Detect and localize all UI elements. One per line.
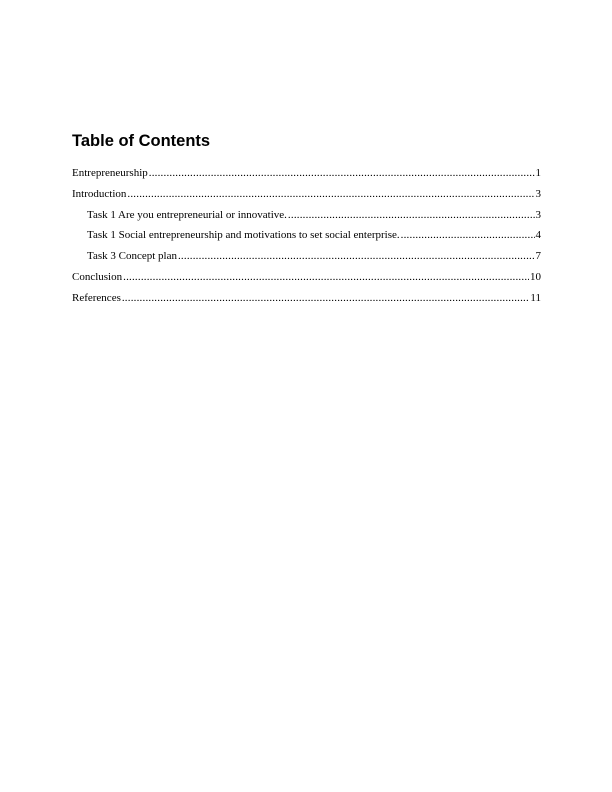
toc-entry-text: Task 1 Social entrepreneurship and motivations to set social enterprise. — [87, 229, 400, 242]
toc-title: Table of Contents — [72, 132, 211, 150]
toc-leader-dots — [288, 208, 535, 222]
toc-leader-dots — [149, 166, 535, 180]
toc-entry-text: Introduction — [72, 187, 127, 200]
toc-leader-dots — [123, 270, 529, 284]
toc-entry-text: References — [72, 291, 121, 304]
toc-entry-page: 7 — [535, 250, 541, 263]
toc-leader-dots — [401, 228, 535, 242]
toc-entry-page: 10 — [530, 270, 541, 283]
toc-entry-text: Task 3 Concept plan — [87, 250, 177, 263]
toc-leader-dots — [122, 291, 530, 305]
toc-entry-page: 3 — [535, 187, 541, 200]
toc-entry-page: 11 — [530, 291, 541, 304]
toc-entry-task1-entrepreneurial[interactable] — [72, 208, 541, 229]
toc-leader-dots — [178, 249, 535, 263]
toc-entry-task1-social[interactable] — [72, 228, 541, 249]
toc-entry-page: 1 — [535, 167, 541, 179]
toc-entry-conclusion[interactable] — [72, 270, 541, 291]
toc-entry-page: 4 — [535, 229, 541, 242]
toc-entry-text: Task 1 Are you entrepreneurial or innovative. — [87, 208, 287, 221]
toc-entry-text: Entrepreneurship — [72, 167, 148, 179]
toc-leader-dots — [127, 187, 534, 201]
toc-entry-references[interactable] — [72, 291, 541, 312]
toc-entry-task3-concept[interactable] — [72, 249, 541, 270]
toc-entry-page: 3 — [535, 208, 541, 221]
toc-entry-text: Conclusion — [72, 270, 123, 283]
toc-list — [72, 166, 541, 312]
toc-entry-introduction[interactable] — [72, 187, 541, 208]
toc-entry-entrepreneurship[interactable] — [72, 166, 541, 187]
